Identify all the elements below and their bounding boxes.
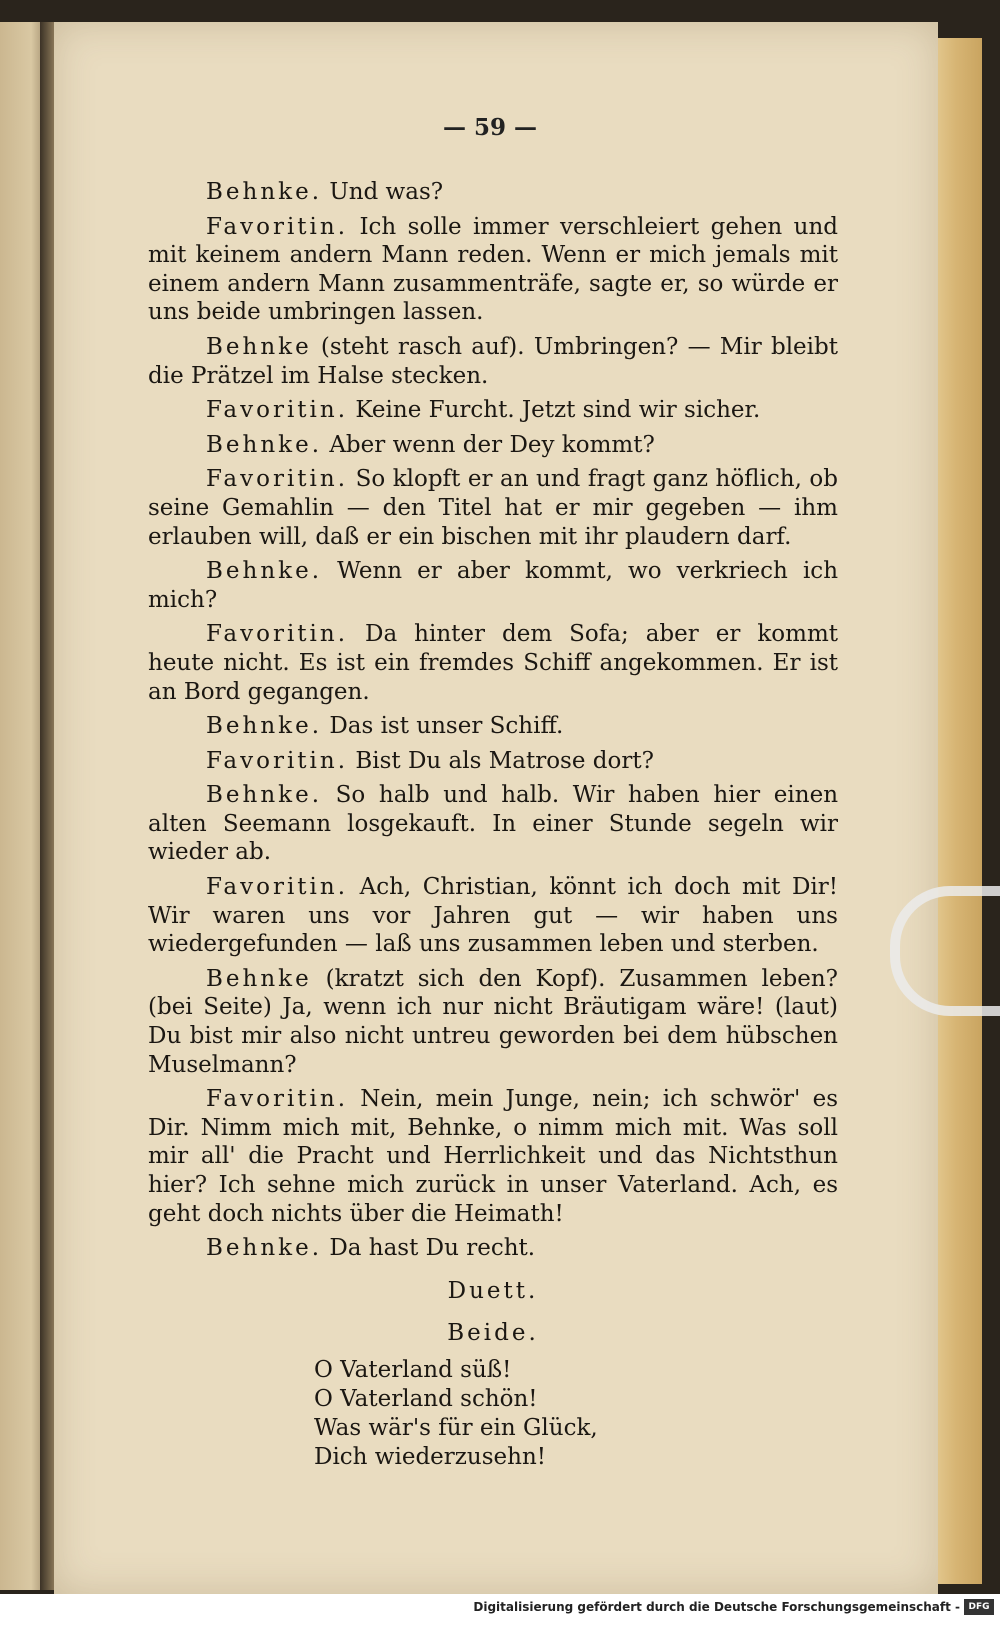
page-clip — [890, 886, 1000, 1016]
speaker-name: Favoritin. — [206, 747, 349, 774]
passage-text: Da hinter dem Sofa; aber er kommt heute nicht. Es ist ein fremdes Schiff angekommen. Er ist an Bord gegangen. — [148, 621, 838, 705]
passage — [148, 465, 838, 551]
speaker-name: Favoritin. — [206, 397, 349, 424]
passage-text: Und was? — [329, 179, 444, 205]
speaker-name: Behnke. — [206, 179, 322, 205]
speaker-name: Behnke — [206, 333, 312, 360]
speaker-name: Favoritin. — [206, 1086, 349, 1113]
passage-text: So klopft er an und fragt ganz höflich, ob seine Gemahlin — den Titel hat er mir gegeben — ihm erlauben will, daß er ein bischen mit ihr plaudern darf. — [148, 466, 838, 550]
page-number: — 59 — — [442, 114, 538, 141]
passage — [148, 620, 838, 706]
duet-heading: Duett. — [447, 1277, 539, 1304]
passage — [148, 396, 838, 425]
page-stack-edge — [938, 38, 982, 1584]
speaker-name: Behnke — [206, 965, 312, 992]
speaker-name: Favoritin. — [206, 874, 349, 901]
passage-text: Das ist unser Schiff. — [329, 713, 564, 740]
passage-text: Nein, mein Junge, nein; ich schwör' es Dir. Nimm mich mit, Behnke, o nimm mich mit. Was soll mir all' die Pracht und Herrlichkeit und das Nichtsthun hier? Ich sehne mich zurück in unser Vaterland. Ach, es geht doch nichts über die Heimath! — [148, 1086, 838, 1227]
passage-text: (kratzt sich den Kopf). Zusammen leben? (bei Seite) Ja, wenn ich nur nicht Bräutigam wäre! (laut) Du bist mir also nicht untreu geworden bei dem hübschen Muselmann? — [148, 965, 839, 1078]
speaker-name: Favoritin. — [206, 466, 349, 493]
verse-line: Dich wiederzusehn! — [314, 1443, 546, 1470]
passage-text: Da hast Du recht. — [329, 1235, 536, 1262]
passage-text: Bist Du als Matrose dort? — [355, 747, 654, 774]
passage — [148, 965, 838, 1079]
passage-text: So halb und halb. Wir haben hier einen alten Seemann losgekauft. In einer Stunde segeln wir wieder ab. — [148, 782, 839, 866]
speaker-name: Behnke. — [206, 782, 322, 809]
passage-text: Keine Furcht. Jetzt sind wir sicher. — [355, 397, 761, 424]
passage — [148, 1085, 838, 1228]
speaker-name: Favoritin. — [206, 213, 349, 240]
page-text — [148, 178, 838, 1472]
speaker-name: Behnke. — [206, 558, 322, 585]
passage — [148, 747, 838, 776]
passage-text: (steht rasch auf). Umbringen? — Mir bleibt die Prätzel im Halse stecken. — [148, 333, 838, 389]
passage-text: Ach, Christian, könnt ich doch mit Dir! Wir waren uns vor Jahren gut — wir haben uns wiedergefunden — laß uns zusammen leben und sterben. — [148, 874, 838, 958]
speaker-name: Favoritin. — [206, 621, 349, 648]
dfg-logo: DFG — [964, 1599, 994, 1615]
verse-line: Was wär's für ein Glück, — [314, 1414, 598, 1441]
passage — [148, 431, 838, 460]
speaker-name: Behnke. — [206, 1235, 322, 1262]
passage — [148, 873, 838, 959]
funding-notice: Digitalisierung gefördert durch die Deutsche Forschungsgemeinschaft - — [473, 1600, 960, 1614]
passage — [148, 781, 838, 867]
verse-line: O Vaterland schön! — [314, 1385, 538, 1412]
passage — [148, 333, 838, 390]
passage — [148, 213, 838, 327]
speaker-name: Behnke. — [206, 431, 322, 458]
passage-text: Wenn er aber kommt, wo verkriech ich mich? — [148, 558, 839, 613]
singers-label: Beide. — [447, 1320, 539, 1347]
passage — [148, 1234, 838, 1263]
passage-text: Ich solle immer verschleiert gehen und mit keinem andern Mann reden. Wenn er mich jemals mit einem andern Mann zusammenträfe, sagte er, so würde er uns beide umbringen lassen. — [148, 213, 838, 326]
passage — [148, 557, 838, 614]
verse — [314, 1356, 838, 1472]
passage — [148, 178, 838, 207]
passage-text: Aber wenn der Dey kommt? — [329, 431, 655, 458]
speaker-name: Behnke. — [206, 713, 322, 740]
passage — [148, 712, 838, 741]
verse-line: O Vaterland süß! — [314, 1356, 512, 1383]
